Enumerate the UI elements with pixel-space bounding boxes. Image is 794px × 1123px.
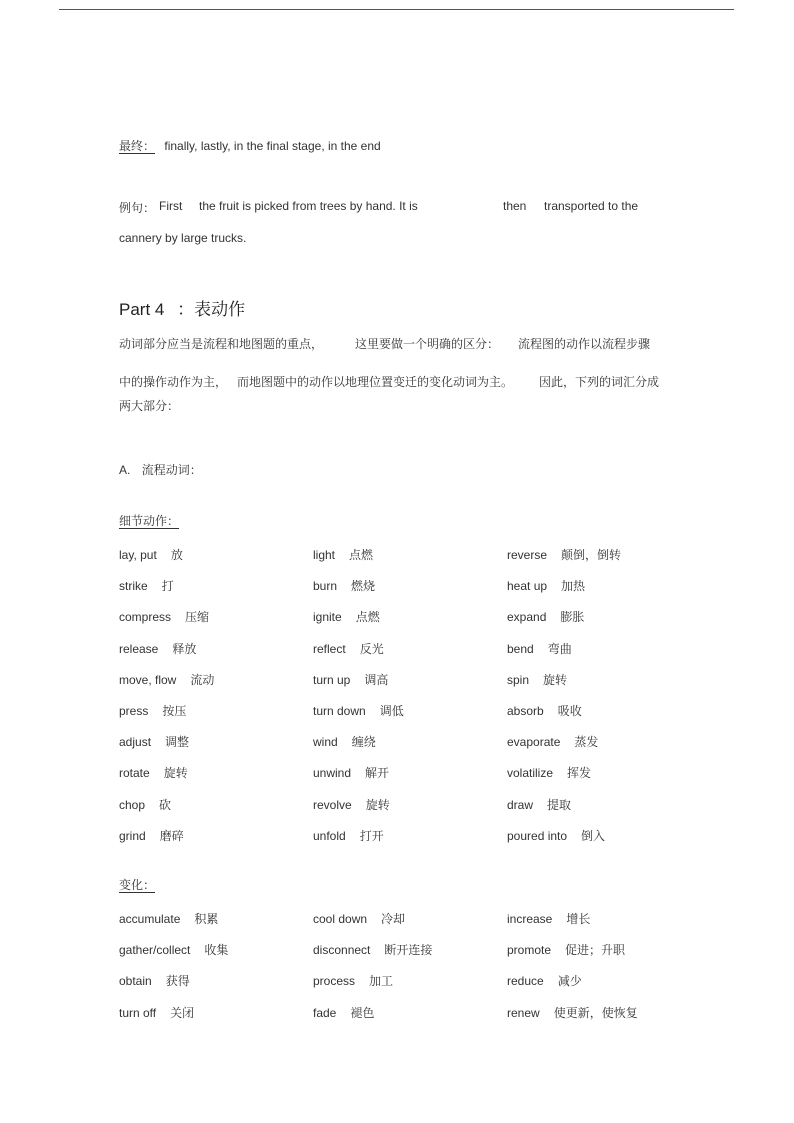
vocab-chinese: 倒入 [581,828,606,843]
vocab-row [119,972,719,988]
vocab-chinese: 燃烧 [351,579,376,594]
vocab-english: heat up [507,579,548,594]
vocab-entry [313,640,384,657]
vocab-row [119,796,719,812]
intro-text: 中的操作动作为主， [119,375,228,389]
vocab-english: adjust [119,735,152,750]
vocab-chinese: 旋转 [365,797,390,812]
vocab-entry [507,796,571,813]
intro-text: 动词部分应当是流程和地图题的重点， [119,337,324,351]
vocab-english: move, flow [119,672,177,687]
example-label: 例句： [119,201,156,215]
vocab-entry [119,972,190,989]
vocab-chinese: 颠倒，倒转 [561,548,622,562]
example-line-2: cannery by large trucks. [119,231,247,245]
vocab-english: unwind [313,766,352,781]
vocab-entry [507,702,582,719]
vocab-english: turn up [313,672,351,687]
vocab-entry [313,764,389,781]
vocab-english: ignite [313,610,342,625]
section-a-heading [119,461,202,478]
example-word-first: First [159,199,183,213]
vocab-chinese: 促进；升职 [565,943,626,958]
vocab-english: unfold [313,828,346,843]
vocab-chinese: 减少 [557,974,582,989]
vocab-entry [313,1004,374,1021]
vocab-entry [313,827,384,844]
vocab-chinese: 压缩 [185,610,210,625]
part4-subtitle: ：表动作 [177,300,246,319]
vocab-chinese: 按压 [162,704,187,718]
vocab-entry [119,671,214,688]
vocab-row [119,941,719,957]
vocab-english: press [119,704,149,718]
vocab-chinese: 流动 [190,672,215,687]
intro-text: 而地图题中的动作以地理位置变迁的变化动词为主。 [237,375,514,389]
vocab-chinese: 旋转 [543,672,568,687]
vocab-row [119,671,719,687]
detail-heading: 细节动作： [119,514,180,528]
vocab-entry [313,577,375,594]
vocab-chinese: 挥发 [567,766,592,781]
vocab-entry [313,546,373,563]
vocab-entry [507,827,605,844]
vocab-chinese: 缠绕 [351,735,376,750]
example-text-1: the fruit is picked from trees by hand. It is [199,199,418,213]
vocab-english: reverse [507,548,548,562]
vocab-entry [507,671,567,688]
intro-text: 流程图的动作以流程步骤 [518,337,651,351]
example-word-then: then [503,199,527,213]
header-rule [59,9,734,10]
vocab-entry [119,702,186,719]
vocab-english: renew [507,1005,540,1020]
vocab-chinese: 解开 [365,766,390,781]
vocab-english: compress [119,610,172,625]
final-text: finally, lastly, in the final stage, in the end [164,139,381,153]
vocab-chinese: 收集 [204,943,229,958]
vocab-chinese: 加工 [369,974,394,989]
vocab-english: volatilize [507,766,554,781]
vocab-chinese: 释放 [172,641,197,656]
vocab-english: poured into [507,828,568,843]
vocab-entry [119,796,171,813]
vocab-entry [119,1004,194,1021]
vocab-english: promote [507,943,552,958]
vocab-english: expand [507,610,547,625]
intro-line-3: 两大部分： [119,399,180,413]
part4-heading [119,295,245,320]
vocab-entry [507,972,582,989]
vocab-english: chop [119,797,146,812]
vocab-entry [119,546,183,563]
vocab-chinese: 使更新，使恢复 [553,1005,638,1020]
vocab-entry [313,733,376,750]
vocab-chinese: 蒸发 [574,735,599,750]
part4-title: Part 4 [119,300,165,319]
vocab-row [119,1004,719,1020]
intro-text: 这里要做一个明确的区分： [355,337,500,351]
vocab-entry [119,827,184,844]
vocab-entry [507,910,590,927]
section-a-label: A. [119,463,131,477]
vocab-entry [313,671,388,688]
vocab-english: wind [313,735,338,750]
vocab-row [119,827,719,843]
vocab-english: grind [119,828,146,843]
vocab-english: rotate [119,766,150,781]
vocab-english: reduce [507,974,544,989]
vocab-entry [507,1004,638,1021]
change-heading: 变化： [119,878,156,892]
vocab-english: bend [507,641,534,656]
vocab-entry [313,702,404,719]
vocab-english: process [313,974,356,989]
vocab-chinese: 点燃 [355,610,380,625]
vocab-chinese: 弯曲 [547,641,572,656]
vocab-chinese: 点燃 [349,548,374,562]
vocab-entry [507,608,584,625]
final-line [119,137,381,154]
vocab-entry [313,941,432,958]
vocab-english: gather/collect [119,943,191,958]
intro-line-2 [119,373,679,389]
vocab-chinese: 打开 [359,828,384,843]
vocab-row [119,764,719,780]
vocab-entry [313,910,405,927]
vocab-entry [313,608,380,625]
vocab-entry [507,733,598,750]
vocab-chinese: 调整 [165,735,190,750]
vocab-chinese: 断开连接 [384,943,433,958]
example-line-1 [119,199,679,215]
vocab-entry [119,941,228,958]
vocab-row [119,910,719,926]
vocab-english: increase [507,912,553,926]
vocab-chinese: 褪色 [350,1005,375,1020]
vocab-chinese: 调低 [379,704,404,718]
vocab-row [119,640,719,656]
intro-line-1 [119,335,679,351]
section-a-text: 流程动词： [141,463,202,477]
vocab-english: cool down [313,912,368,926]
vocab-entry [313,796,390,813]
final-label: 最终： [119,139,156,153]
vocab-chinese: 磨碎 [159,828,184,843]
vocab-entry [119,764,188,781]
vocab-chinese: 放 [170,548,183,562]
vocab-chinese: 提取 [547,797,572,812]
intro-text: 因此，下列的词汇分成 [539,375,660,389]
vocab-chinese: 砍 [159,797,172,812]
vocab-english: strike [119,579,148,594]
vocab-row [119,702,719,718]
vocab-row [119,577,719,593]
vocab-english: fade [313,1005,337,1020]
vocab-english: accumulate [119,912,181,926]
vocab-chinese: 膨胀 [560,610,585,625]
vocab-english: release [119,641,159,656]
vocab-english: lay, put [119,548,157,562]
vocab-chinese: 加热 [561,579,586,594]
vocab-chinese: 旋转 [163,766,188,781]
vocab-english: turn off [119,1005,157,1020]
vocab-chinese: 打 [161,579,174,594]
vocab-entry [119,733,189,750]
vocab-chinese: 获得 [165,974,190,989]
vocab-english: evaporate [507,735,561,750]
vocab-chinese: 反光 [359,641,384,656]
vocab-chinese: 关闭 [170,1005,195,1020]
example-text-2: transported to the [544,199,639,213]
vocab-entry [507,546,621,563]
vocab-english: disconnect [313,943,371,958]
vocab-entry [507,577,585,594]
vocab-english: obtain [119,974,152,989]
vocab-entry [119,608,209,625]
vocab-chinese: 积累 [194,912,219,926]
vocab-english: light [313,548,336,562]
vocab-chinese: 冷却 [381,912,406,926]
vocab-english: revolve [313,797,352,812]
vocab-entry [507,640,572,657]
vocab-entry [507,764,591,781]
vocab-english: draw [507,797,534,812]
vocab-entry [313,972,393,989]
vocab-entry [119,640,196,657]
vocab-chinese: 吸收 [557,704,582,718]
vocab-row [119,546,719,562]
vocab-chinese: 调高 [364,672,389,687]
vocab-english: spin [507,672,530,687]
vocab-english: absorb [507,704,544,718]
vocab-english: burn [313,579,338,594]
vocab-english: turn down [313,704,366,718]
vocab-row [119,608,719,624]
vocab-entry [119,577,174,594]
vocab-row [119,733,719,749]
vocab-chinese: 增长 [566,912,591,926]
vocab-entry [119,910,218,927]
vocab-entry [507,941,625,958]
vocab-english: reflect [313,641,346,656]
